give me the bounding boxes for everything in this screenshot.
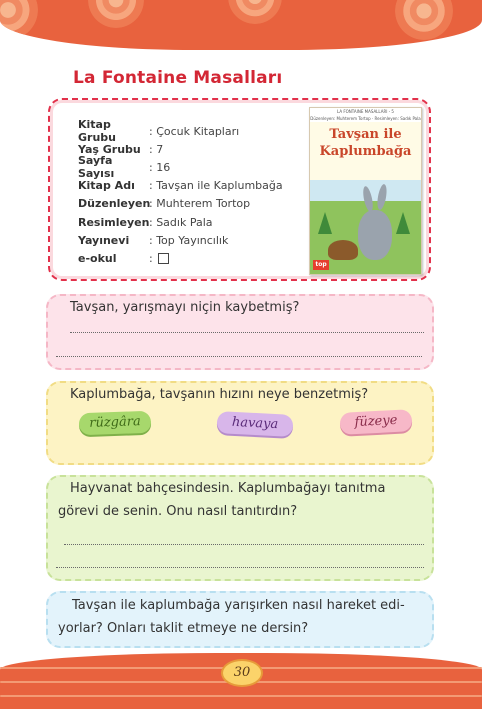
answer-line[interactable] (56, 356, 422, 357)
question-2-text: Kaplumbağa, tavşanın hızını neye benzetmiş? (70, 387, 369, 402)
info-key: Resimleyen (78, 215, 150, 229)
wood-grain (0, 695, 482, 697)
question-1-text: Tavşan, yarışmayı niçin kaybetmiş? (70, 300, 300, 315)
question-4-line2: yorlar? Onları taklit etmeye ne dersin? (58, 621, 309, 636)
info-row-yayinevi (78, 231, 283, 249)
book-cover-header (310, 108, 421, 122)
wood-log-decoration (228, 0, 282, 24)
option-pill-ruzgara[interactable]: rüzgâra (79, 411, 152, 435)
info-key: Yayınevi (78, 233, 130, 247)
rabbit-ear-icon (361, 185, 374, 212)
info-key: Yaş Grubu (78, 142, 141, 156)
info-row-e-okul (78, 249, 283, 267)
info-value-text: : (149, 251, 153, 265)
e-okul-checkbox[interactable] (158, 253, 169, 264)
info-row-kitap-adi (78, 177, 283, 195)
info-value: : Muhterem Tortop (149, 197, 251, 211)
option-pill-havaya[interactable]: havaya (216, 411, 293, 437)
question-3-line1: Hayvanat bahçesindesin. Kaplumbağayı tanıtma (70, 481, 386, 496)
publisher-logo: top (313, 260, 329, 270)
question-4-line1: Tavşan ile kaplumbağa yarışırken nasıl hareket edi- (72, 598, 405, 613)
info-key: Düzenleyen (78, 197, 151, 211)
page-number: 30 (221, 659, 263, 687)
info-value: : 16 (149, 160, 171, 174)
book-credits-line: Düzenleyen: Muhterem Tortop · Resimleyen: Sadık Pala (310, 116, 421, 121)
info-value: : Sadık Pala (149, 215, 213, 229)
info-key: Sayfa Sayısı (78, 154, 115, 181)
info-key: Kitap Adı (78, 179, 135, 193)
wood-log-decoration (88, 0, 144, 28)
top-wood-banner (0, 0, 482, 50)
book-cover-title-line2: Kaplumbağa (319, 144, 412, 159)
info-row-resimleyen (78, 213, 283, 231)
turtle-icon (328, 240, 358, 260)
info-value: : Tavşan ile Kaplumbağa (149, 179, 283, 193)
wood-log-decoration (0, 0, 38, 40)
tree-icon (318, 212, 332, 234)
answer-line[interactable] (70, 332, 424, 333)
info-row-kitap-grubu (78, 118, 283, 145)
rabbit-ear-icon (376, 184, 388, 211)
answer-line[interactable] (56, 567, 424, 568)
info-value (149, 252, 169, 265)
question-3-line2: görevi de senin. Onu nasıl tanıtırdın? (58, 504, 298, 519)
info-row-sayfa-sayisi (78, 154, 283, 181)
book-cover-title-line1: Tavşan ile (329, 127, 402, 142)
answer-line[interactable] (64, 544, 424, 545)
book-series-line: LA FONTAINE MASALLARI - 5 (337, 109, 394, 114)
info-row-duzenleyen (78, 195, 283, 213)
book-cover-image (309, 107, 422, 275)
info-value: : 7 (149, 142, 164, 156)
page-title: La Fontaine Masalları (73, 68, 283, 88)
tree-icon (396, 212, 410, 234)
book-cover-art (310, 122, 421, 274)
wood-log-decoration (395, 0, 453, 40)
info-key: Kitap Grubu (78, 118, 116, 145)
option-pill-fuzeye[interactable]: füzeye (339, 409, 412, 435)
rabbit-icon (358, 210, 392, 260)
info-key: e-okul (78, 251, 117, 265)
info-value: : Çocuk Kitapları (149, 124, 240, 138)
info-value: : Top Yayıncılık (149, 233, 229, 247)
book-info-table (78, 118, 283, 268)
